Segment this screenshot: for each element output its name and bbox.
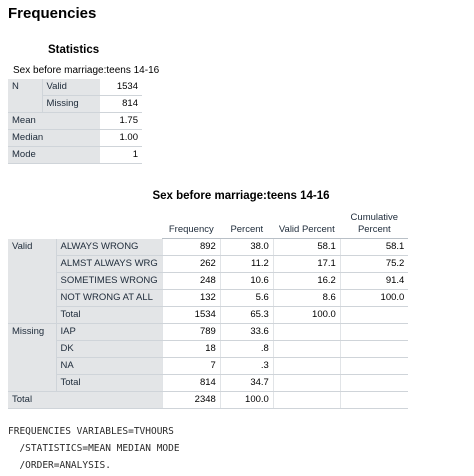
column-header-percent: Percent <box>220 206 273 239</box>
frequency-cell: 789 <box>162 324 220 341</box>
valid-percent-cell: 16.2 <box>273 273 340 290</box>
valid-percent-cell <box>273 358 340 375</box>
stat-value-mode: 1 <box>100 147 142 164</box>
cumulative-percent-cell <box>340 358 408 375</box>
row-label: Mode <box>8 147 100 164</box>
cumulative-percent-cell: 91.4 <box>340 273 408 290</box>
frequency-cell: 2348 <box>162 392 220 409</box>
stat-value-mean: 1.75 <box>100 113 142 130</box>
row-label <box>8 96 42 113</box>
table-row <box>8 256 408 273</box>
group-label: Valid <box>8 239 56 256</box>
category-label: Total <box>56 375 162 392</box>
syntax-line: /ORDER=ANALYSIS. <box>8 460 111 471</box>
percent-cell: 11.2 <box>220 256 273 273</box>
cumulative-percent-cell: 75.2 <box>340 256 408 273</box>
cumulative-percent-cell <box>340 324 408 341</box>
group-label <box>8 307 56 324</box>
valid-percent-cell <box>273 375 340 392</box>
syntax-line: /STATISTICS=MEAN MEDIAN MODE <box>8 443 180 454</box>
frequency-cell: 892 <box>162 239 220 256</box>
table-row <box>8 239 408 256</box>
table-row <box>8 290 408 307</box>
cumulative-percent-cell: 100.0 <box>340 290 408 307</box>
table-row <box>8 307 408 324</box>
category-label: ALMST ALWAYS WRG <box>56 256 162 273</box>
category-label: Total <box>56 307 162 324</box>
group-label <box>8 256 56 273</box>
percent-cell: 34.7 <box>220 375 273 392</box>
statistics-table-caption: Sex before marriage:teens 14-16 <box>13 65 160 76</box>
valid-percent-cell: 100.0 <box>273 307 340 324</box>
percent-cell: 38.0 <box>220 239 273 256</box>
output-heading: Frequencies <box>8 5 97 22</box>
stat-value-n-valid: 1534 <box>100 79 142 96</box>
cumulative-percent-cell <box>340 392 408 409</box>
table-row <box>8 79 142 96</box>
column-header-cumulative-percent: Cumulative Percent <box>340 206 408 239</box>
cumulative-percent-cell: 58.1 <box>340 239 408 256</box>
category-label: NOT WRONG AT ALL <box>56 290 162 307</box>
table-header-row <box>8 206 408 239</box>
row-label: Mean <box>8 113 100 130</box>
table-row <box>8 96 142 113</box>
group-label <box>8 273 56 290</box>
percent-cell: .3 <box>220 358 273 375</box>
row-sublabel: Valid <box>42 79 100 96</box>
percent-cell: .8 <box>220 341 273 358</box>
stat-value-median: 1.00 <box>100 130 142 147</box>
table-row <box>8 358 408 375</box>
valid-percent-cell: 58.1 <box>273 239 340 256</box>
group-label <box>8 375 56 392</box>
table-row <box>8 147 142 164</box>
frequency-cell: 18 <box>162 341 220 358</box>
row-sublabel: Missing <box>42 96 100 113</box>
table-row <box>8 375 408 392</box>
frequency-table-title: Sex before marriage:teens 14-16 <box>152 190 330 202</box>
group-label: Total <box>8 392 162 409</box>
percent-cell: 5.6 <box>220 290 273 307</box>
statistics-table <box>8 79 142 164</box>
frequency-cell: 132 <box>162 290 220 307</box>
group-label: Missing <box>8 324 56 341</box>
category-label: IAP <box>56 324 162 341</box>
group-label <box>8 290 56 307</box>
category-label: ALWAYS WRONG <box>56 239 162 256</box>
valid-percent-cell <box>273 392 340 409</box>
table-row <box>8 392 408 409</box>
frequency-cell: 248 <box>162 273 220 290</box>
valid-percent-cell <box>273 341 340 358</box>
frequency-cell: 262 <box>162 256 220 273</box>
percent-cell: 33.6 <box>220 324 273 341</box>
statistics-table-title: Statistics <box>48 44 100 56</box>
valid-percent-cell: 8.6 <box>273 290 340 307</box>
syntax-log <box>8 423 180 474</box>
group-label <box>8 341 56 358</box>
percent-cell: 65.3 <box>220 307 273 324</box>
table-row <box>8 273 408 290</box>
frequency-cell: 814 <box>162 375 220 392</box>
category-label: NA <box>56 358 162 375</box>
column-header-valid-percent: Valid Percent <box>273 206 340 239</box>
table-row <box>8 341 408 358</box>
frequency-cell: 7 <box>162 358 220 375</box>
row-label: N <box>8 79 42 96</box>
percent-cell: 100.0 <box>220 392 273 409</box>
valid-percent-cell <box>273 324 340 341</box>
table-row <box>8 113 142 130</box>
valid-percent-cell: 17.1 <box>273 256 340 273</box>
stat-value-n-missing: 814 <box>100 96 142 113</box>
cumulative-percent-cell <box>340 375 408 392</box>
group-label <box>8 358 56 375</box>
cumulative-percent-cell <box>340 341 408 358</box>
cumulative-percent-cell <box>340 307 408 324</box>
percent-cell: 10.6 <box>220 273 273 290</box>
syntax-line: FREQUENCIES VARIABLES=TVHOURS <box>8 426 174 437</box>
row-label: Median <box>8 130 100 147</box>
table-row <box>8 324 408 341</box>
column-header-frequency: Frequency <box>162 206 220 239</box>
frequency-cell: 1534 <box>162 307 220 324</box>
table-row <box>8 130 142 147</box>
category-label: SOMETIMES WRONG <box>56 273 162 290</box>
frequency-table <box>8 206 408 409</box>
category-label: DK <box>56 341 162 358</box>
